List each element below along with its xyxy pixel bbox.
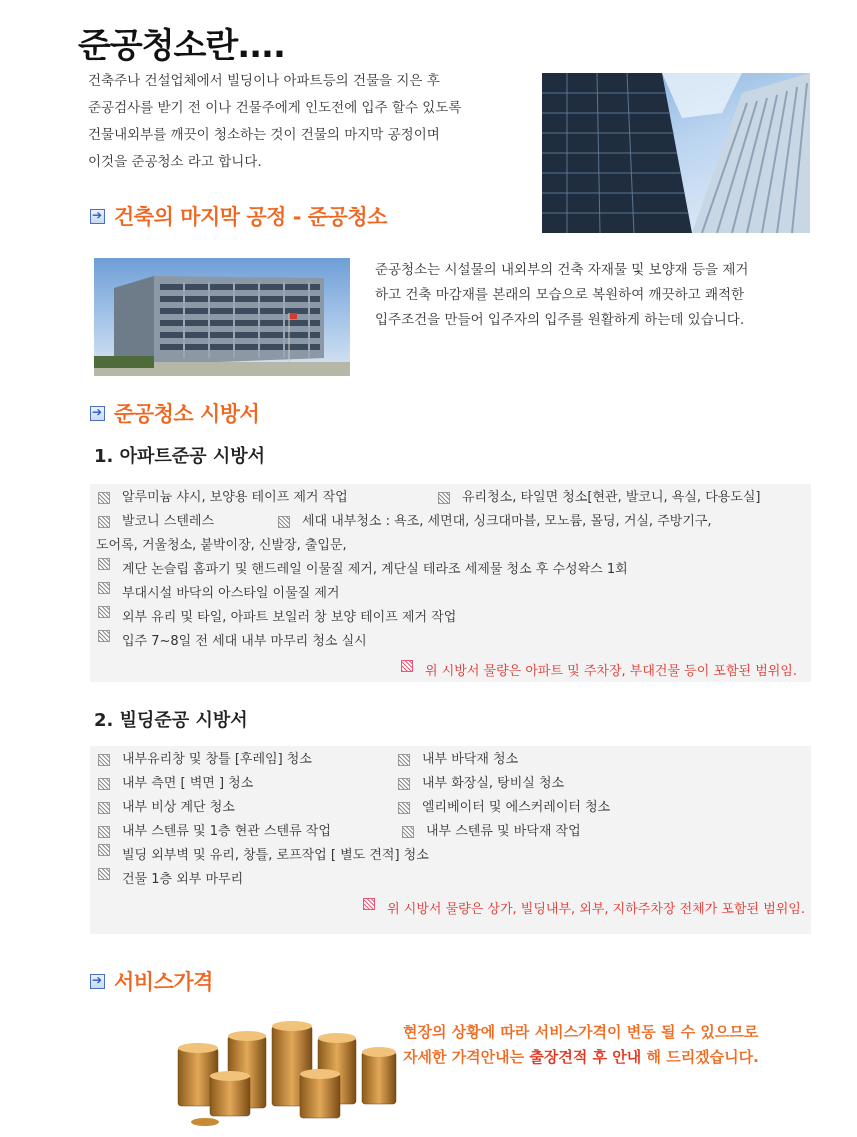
spec-row bbox=[96, 486, 805, 510]
building-spec-heading: 2. 빌딩준공 시방서 bbox=[94, 710, 248, 731]
bullet-icon bbox=[98, 778, 110, 790]
coin-stacks-image bbox=[150, 1018, 430, 1128]
spec-item: 엘리베이터 및 에스커레이터 청소 bbox=[396, 796, 610, 820]
bullet-icon bbox=[98, 844, 110, 856]
spec-row: 계단 논슬립 홈파기 및 핸드레일 이물질 제거, 계단실 테라조 세제물 청소 후 수성왁스 1회 bbox=[96, 558, 805, 582]
building-spec-note: 위 시방서 물량은 상가, 빌딩내부, 외부, 지하주차장 전체가 포함된 범위임. bbox=[96, 898, 805, 922]
bullet-icon bbox=[363, 898, 375, 910]
spec-item: 유리청소, 타일면 청소[현관, 발코니, 욕실, 다용도실] bbox=[436, 486, 761, 510]
spec-item: 내부 화장실, 탕비실 청소 bbox=[396, 772, 564, 796]
apartment-spec-box bbox=[90, 484, 811, 682]
spec-item: 알루미늄 샤시, 보양용 테이프 제거 작업 bbox=[96, 486, 436, 510]
spec-row: 건물 1층 외부 마무리 bbox=[96, 868, 805, 892]
arrow-icon bbox=[90, 209, 105, 224]
intro-text bbox=[88, 68, 518, 176]
price-highlight: 출장견적 후 안내 bbox=[529, 1048, 642, 1066]
price-notice bbox=[403, 1020, 759, 1070]
bullet-icon bbox=[98, 826, 110, 838]
bullet-icon bbox=[98, 868, 110, 880]
section-heading-price bbox=[90, 966, 213, 996]
intro-line: 준공검사를 받기 전 이나 건물주에게 인도전에 입주 할수 있도록 bbox=[88, 100, 462, 116]
spec-row: 빌딩 외부벽 및 유리, 창틀, 로프작업 [ 별도 견적] 청소 bbox=[96, 844, 805, 868]
towers-photo bbox=[542, 73, 810, 233]
page-title: 준공청소란.... bbox=[78, 26, 285, 66]
spec-row bbox=[96, 748, 805, 772]
bullet-icon bbox=[398, 754, 410, 766]
bullet-icon bbox=[98, 754, 110, 766]
bullet-icon bbox=[98, 558, 110, 570]
intro-line: 건축주나 건설업체에서 빌딩이나 아파트등의 건물을 지은 후 bbox=[88, 73, 440, 89]
bullet-icon bbox=[98, 492, 110, 504]
bullet-icon bbox=[398, 778, 410, 790]
section-heading-text: 준공청소 시방서 bbox=[114, 402, 260, 426]
arrow-icon bbox=[90, 974, 105, 989]
intro-line: 이것을 준공청소 라고 합니다. bbox=[88, 154, 262, 170]
spec-row: 외부 유리 및 타일, 아파트 보일러 창 보양 테이프 제거 작업 bbox=[96, 606, 805, 630]
description-text bbox=[375, 258, 805, 333]
intro-line: 건물내외부를 깨끗이 청소하는 것이 건물의 마지막 공정이며 bbox=[88, 127, 440, 143]
bullet-icon bbox=[98, 630, 110, 642]
section-heading-text: 서비스가격 bbox=[114, 970, 213, 994]
spec-item: 세대 내부청소 : 욕조, 세면대, 싱크대마블, 모노륨, 몰딩, 거실, 주방기구, bbox=[276, 510, 712, 534]
description-line: 입주조건을 만들어 입주자의 입주를 원활하게 하는데 있습니다. bbox=[375, 312, 745, 328]
section-heading-text: 건축의 마지막 공정 - 준공청소 bbox=[114, 205, 387, 229]
spec-row bbox=[96, 510, 805, 534]
spec-row bbox=[96, 820, 805, 844]
description-line: 준공청소는 시설물의 내외부의 건축 자재물 및 보양재 등을 제거 bbox=[375, 262, 749, 278]
bullet-icon bbox=[438, 492, 450, 504]
bullet-icon bbox=[98, 582, 110, 594]
spec-item: 내부 스텐류 및 1층 현관 스텐류 작업 bbox=[96, 820, 400, 844]
spec-item: 내부 바닥재 청소 bbox=[396, 748, 518, 772]
spec-row bbox=[96, 772, 805, 796]
bullet-icon bbox=[402, 826, 414, 838]
bullet-icon bbox=[98, 516, 110, 528]
apartment-spec-note: 위 시방서 물량은 아파트 및 주차장, 부대건물 등이 포함된 범위임. bbox=[96, 660, 805, 684]
description-line: 하고 건축 마감재를 본래의 모습으로 복원하여 깨끗하고 쾌적한 bbox=[375, 287, 745, 303]
spec-item: 내부유리창 및 창틀 [후레임] 청소 bbox=[96, 748, 396, 772]
building-spec-box bbox=[90, 746, 811, 934]
spec-item: 내부 비상 계단 청소 bbox=[96, 796, 396, 820]
office-building-photo bbox=[94, 258, 350, 376]
spec-item: 내부 스텐류 및 바닥재 작업 bbox=[400, 820, 581, 844]
bullet-icon bbox=[98, 802, 110, 814]
bullet-icon bbox=[398, 802, 410, 814]
section-heading-final-process bbox=[90, 201, 387, 231]
apartment-spec-heading: 1. 아파트준공 시방서 bbox=[94, 446, 265, 467]
price-notice-line: 현장의 상황에 따라 서비스가격이 변동 될 수 있으므로 bbox=[403, 1023, 759, 1041]
bullet-icon bbox=[98, 606, 110, 618]
section-heading-spec bbox=[90, 398, 259, 428]
spec-row bbox=[96, 796, 805, 820]
spec-item: 내부 측면 [ 벽면 ] 청소 bbox=[96, 772, 396, 796]
bullet-icon bbox=[401, 660, 413, 672]
spec-row: 부대시설 바닥의 아스타일 이물질 제거 bbox=[96, 582, 805, 606]
arrow-icon bbox=[90, 406, 105, 421]
spec-row: 입주 7~8일 전 세대 내부 마무리 청소 실시 bbox=[96, 630, 805, 654]
bullet-icon bbox=[278, 516, 290, 528]
spec-item: 발코니 스텐레스 bbox=[96, 510, 276, 534]
price-notice-line: 자세한 가격안내는 출장견적 후 안내 해 드리겠습니다. bbox=[403, 1048, 759, 1066]
spec-row: 도어록, 거울청소, 붙박이장, 신발장, 출입문, bbox=[96, 538, 347, 553]
